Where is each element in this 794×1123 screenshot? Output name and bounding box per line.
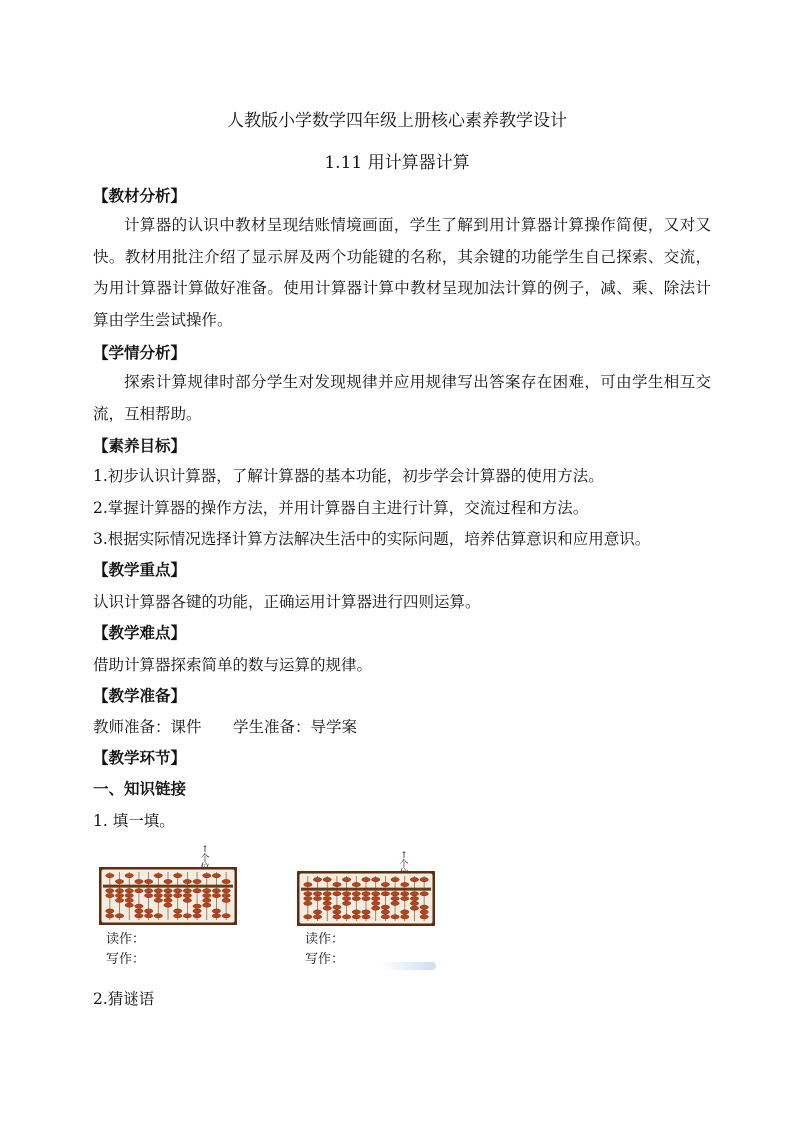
abacus-bead-lower <box>381 910 389 914</box>
abacus-bead-lower <box>212 914 220 918</box>
paragraph-material: 计算器的认识中教材呈现结账情境画面，学生了解到用计算器计算操作简便，又对又快。教材用批注介绍了显示屏及两个功能键的名称，其余键的功能学生自己探索、交流，为用计算器计算做好准备。使用计算器计算中教材呈现加法计算的例子，减、乘、除法计算由学生尝试操作。 <box>93 216 711 329</box>
abacus-bead-lower <box>115 914 123 918</box>
abacus-bead-lower <box>333 910 341 914</box>
abacus-bead-lower <box>333 905 341 909</box>
abacus-bead-upper <box>203 874 211 878</box>
abacus-bead-lower <box>304 896 312 900</box>
abacus-bead-lower <box>362 910 370 914</box>
abacus-bead-upper <box>342 878 350 882</box>
abacus-bead-lower <box>203 889 211 893</box>
abacus-bead-lower <box>193 889 201 893</box>
abacus-bead-lower <box>115 898 123 902</box>
abacus-bead-lower <box>410 892 418 896</box>
paragraph-learner: 探索计算规律时部分学生对发现规律并应用规律写出答案存在困难，可由学生相互交流，互相帮助。 <box>93 373 711 423</box>
abacus-bead-lower <box>381 905 389 909</box>
abacus-bead-lower <box>362 915 370 919</box>
abacus-bead-lower <box>154 914 162 918</box>
abacus-bead-lower <box>362 896 370 900</box>
abacus-bead-upper <box>212 874 220 878</box>
abacus-bead-lower <box>391 892 399 896</box>
abacus-bead-upper <box>410 878 418 882</box>
abacus-bead-lower <box>333 892 341 896</box>
abacus-bead-lower <box>203 898 211 902</box>
abacus-bead-upper <box>391 878 399 882</box>
abacus-bead-lower <box>203 903 211 907</box>
abacus-bead-lower <box>154 893 162 897</box>
paragraph-difficulty: 借助计算器探索简单的数与运算的规律。 <box>93 656 373 674</box>
heading-process: 【教学环节】 <box>93 748 187 767</box>
abacus-bead-lower <box>362 892 370 896</box>
abacus-bead-lower <box>135 909 143 913</box>
abacus-bead-lower <box>203 893 211 897</box>
abacus-bead-upper <box>381 882 389 886</box>
abacus-bead-lower <box>193 914 201 918</box>
question-fill-in: 1. 填一填。 <box>93 812 175 830</box>
abacus-bead-lower <box>106 889 114 893</box>
abacus-bead-upper <box>174 874 182 878</box>
abacus-bead-lower <box>125 889 133 893</box>
abacus-bead-lower <box>323 896 331 900</box>
abacus-bead-lower <box>381 892 389 896</box>
abacus-bead-lower <box>391 915 399 919</box>
heading-material: 【教材分析】 <box>93 186 187 205</box>
abacus-bead-upper <box>154 874 162 878</box>
goal-item-1: 1.初步认识计算器，了解计算器的基本功能，初步学会计算器的使用方法。 <box>93 467 604 485</box>
abacus-bead-lower <box>144 909 152 913</box>
abacus-bead-lower <box>125 893 133 897</box>
question-riddle: 2.猜谜语 <box>93 990 155 1008</box>
abacus-bead-lower <box>372 896 380 900</box>
unit-label-right: 个 <box>399 860 409 870</box>
abacus-bead-lower <box>342 915 350 919</box>
arrow-up-icon: ↑ <box>400 851 408 861</box>
abacus-bead-lower <box>323 906 331 910</box>
abacus-bead-lower <box>420 892 428 896</box>
abacus-bead-upper <box>135 879 143 883</box>
abacus-bead-lower <box>352 892 360 896</box>
heading-difficulty: 【教学难点】 <box>93 623 187 642</box>
abacus-bead-upper <box>164 879 172 883</box>
abacus-bead-lower <box>183 889 191 893</box>
abacus-bead-lower <box>304 901 312 905</box>
abacus-bead-lower <box>401 915 409 919</box>
abacus-bead-lower <box>212 889 220 893</box>
document-title: 人教版小学数学四年级上册核心素养教学设计 <box>227 111 567 131</box>
abacus-bead-upper <box>125 874 133 878</box>
abacus-bead-upper <box>183 879 191 883</box>
goal-item-3: 3.根据实际情况选择计算方法解决生活中的实际问题，培养估算意识和应用意识。 <box>93 530 651 548</box>
abacus-bead-upper <box>401 882 409 886</box>
lesson-title: 1.11 用计算器计算 <box>324 153 470 173</box>
abacus-bead-lower <box>154 898 162 902</box>
read-label-right: 读作： <box>305 932 345 947</box>
abacus-bead-upper <box>333 882 341 886</box>
abacus-bead-lower <box>401 896 409 900</box>
abacus-bead-upper <box>420 878 428 882</box>
abacus-bead-upper <box>115 879 123 883</box>
abacus-bead-lower <box>174 914 182 918</box>
heading-key: 【教学重点】 <box>93 560 187 579</box>
abacus-bead-lower <box>381 915 389 919</box>
abacus-bead-lower <box>372 892 380 896</box>
write-label-right: 写作： <box>305 952 345 967</box>
abacus-bead-lower <box>164 903 172 907</box>
abacus-bead-lower <box>323 892 331 896</box>
abacus-bead-lower <box>212 893 220 897</box>
abacus-bead-lower <box>115 889 123 893</box>
abacus-bead-lower <box>174 889 182 893</box>
abacus-bead-lower <box>135 889 143 893</box>
abacus-bead-lower <box>106 909 114 913</box>
abacus-bead-lower <box>342 901 350 905</box>
abacus-bead-lower <box>304 892 312 896</box>
abacus-bead-lower <box>125 903 133 907</box>
abacus-bead-lower <box>420 910 428 914</box>
abacus-bead-upper <box>106 874 114 878</box>
abacus-bead-upper <box>323 878 331 882</box>
abacus-bead-lower <box>174 909 182 913</box>
abacus-bead-lower <box>164 889 172 893</box>
abacus-bead-lower <box>372 906 380 910</box>
abacus-left <box>99 867 237 925</box>
abacus-bead-lower <box>212 909 220 913</box>
abacus-bead-lower <box>352 915 360 919</box>
abacus-bead-lower <box>222 914 230 918</box>
abacus-bead-upper <box>193 879 201 883</box>
abacus-bead-lower <box>313 910 321 914</box>
abacus-bead-lower <box>333 915 341 919</box>
abacus-bead-upper <box>304 882 312 886</box>
goal-item-2: 2.掌握计算器的操作方法，并用计算器自主进行计算，交流过程和方法。 <box>93 499 589 517</box>
abacus-bead-upper <box>352 882 360 886</box>
abacus-bead-lower <box>144 889 152 893</box>
abacus-bead-lower <box>193 909 201 913</box>
abacus-bead-lower <box>410 906 418 910</box>
heading-goals: 【素养目标】 <box>93 436 187 455</box>
abacus-bead-lower <box>164 898 172 902</box>
abacus-bead-lower <box>410 901 418 905</box>
abacus-bead-lower <box>222 889 230 893</box>
write-label-left: 写作： <box>106 952 146 967</box>
abacus-bead-lower <box>420 905 428 909</box>
abacus-bead-lower <box>164 893 172 897</box>
abacus-bead-lower <box>135 914 143 918</box>
abacus-bead-lower <box>323 901 331 905</box>
abacus-bead-lower <box>174 893 182 897</box>
paragraph-key: 认识计算器各键的功能，正确运用计算器进行四则运算。 <box>93 593 481 611</box>
abacus-bead-upper <box>144 879 152 883</box>
abacus-bead-upper <box>362 878 370 882</box>
abacus-bead-lower <box>313 915 321 919</box>
arrow-up-icon: ↑ <box>201 845 209 855</box>
heading-learner: 【学情分析】 <box>93 343 187 362</box>
abacus-bead-lower <box>106 914 114 918</box>
abacus-bead-lower <box>222 898 230 902</box>
abacus-bead-lower <box>352 910 360 914</box>
abacus-bead-lower <box>401 910 409 914</box>
abacus-bead-lower <box>410 896 418 900</box>
abacus-bead-lower <box>342 896 350 900</box>
abacus-bead-lower <box>391 901 399 905</box>
unit-label-left: 个 <box>200 854 210 864</box>
abacus-bead-upper <box>313 878 321 882</box>
abacus-bead-lower <box>222 893 230 897</box>
abacus-bead-lower <box>106 893 114 897</box>
abacus-bead-lower <box>313 892 321 896</box>
abacus-bead-lower <box>372 901 380 905</box>
abacus-bead-upper <box>222 879 230 883</box>
abacus-bead-lower <box>144 914 152 918</box>
abacus-beam <box>301 888 431 891</box>
abacus-bead-lower <box>183 893 191 897</box>
abacus-bead-lower <box>304 915 312 919</box>
abacus-bead-lower <box>352 896 360 900</box>
abacus-bead-lower <box>420 915 428 919</box>
abacus-bead-lower <box>183 898 191 902</box>
prep-student: 学生准备：导学案 <box>233 718 358 736</box>
part-knowledge-link: 一、知识链接 <box>93 779 187 798</box>
abacus-bead-lower <box>401 892 409 896</box>
abacus-bead-upper <box>372 878 380 882</box>
abacus-bead-lower <box>125 898 133 902</box>
abacus-bead-lower <box>342 892 350 896</box>
abacus-right <box>297 871 435 926</box>
abacus-bead-lower <box>183 914 191 918</box>
heading-prep: 【教学准备】 <box>93 686 187 705</box>
abacus-bead-lower <box>115 893 123 897</box>
abacus-bead-lower <box>193 904 201 908</box>
scan-smudge <box>380 962 436 970</box>
prep-teacher: 教师准备：课件 <box>93 718 202 736</box>
abacus-bead-lower <box>313 896 321 900</box>
read-label-left: 读作： <box>106 932 146 947</box>
abacus-bead-lower <box>144 893 152 897</box>
abacus-bead-lower <box>391 896 399 900</box>
abacus-bead-lower <box>135 904 143 908</box>
abacus-beam <box>103 885 233 888</box>
abacus-bead-lower <box>154 889 162 893</box>
